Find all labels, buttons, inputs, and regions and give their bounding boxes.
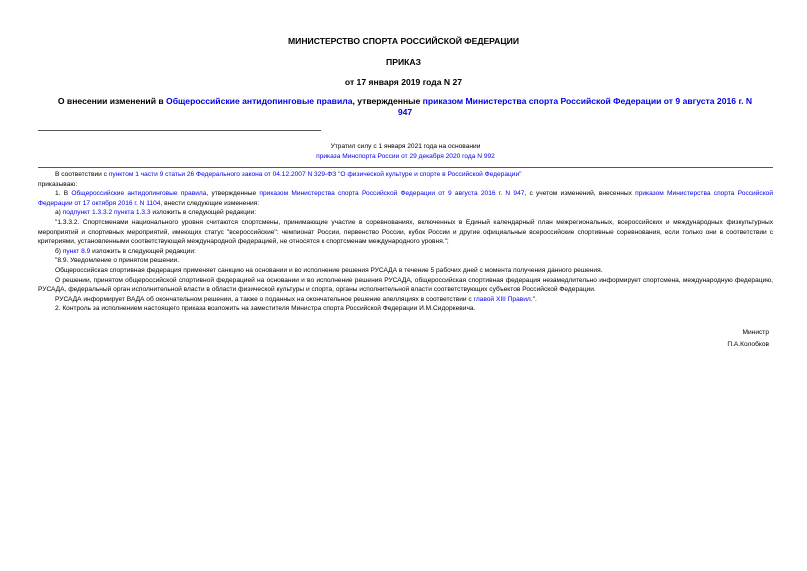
paragraph-wada: РУСАДА информирует ВАДА об окончательном решении, а также о поданных на окончательное решение апелляциях в соответствии с главой XIII Правил.". <box>55 295 537 303</box>
paragraph-subitem-a: а) подпункт 1.3.3.2 пункта 1.3.3 изложить в следующей редакции: <box>55 209 257 217</box>
document-body <box>38 170 773 314</box>
title-text-2: , утвержденные <box>352 96 423 106</box>
divider-short <box>38 130 321 131</box>
paragraph-quote-1332: "1.3.3.2. Спортсменами национального уровня считаются спортсмены, принимающие участие в соревнованиях, включенных в Единый календарный план межрегиональных, всероссийских и международных физкультурных мероприятий и спортивных мероприятий, имеющих статус "всероссийские": чемпионат России, первенство России, кубок России и другие официальные всероссийские спортивные соревнования, если только они в соответствии с критериями, установленными соответствующей международной федерацией, не относятся к спортсменам международного уровня."; <box>38 218 773 246</box>
ministry-heading: МИНИСТЕРСТВО СПОРТА РОССИЙСКОЙ ФЕДЕРАЦИИ <box>287 36 519 46</box>
title-link-rules[interactable]: Общероссийские антидопинговые правила <box>166 96 353 106</box>
link-point-89[interactable]: пункт 8.9 <box>62 247 91 255</box>
title-text-1: О внесении изменений в <box>57 96 167 106</box>
link-federal-law[interactable]: пунктом 1 части 9 статьи 26 Федерального закона от 04.12.2007 N 329-ФЗ "О физической культуре и спорте в Российской Федерации" <box>108 171 522 178</box>
validity-text: Утратил силу с 1 января 2021 года на основании <box>330 143 481 150</box>
paragraph-item-1: 1. В Общероссийские антидопинговые правила, утвержденные приказом Министерства спорта Российской Федерации от 9 августа 2016 г. N 947, с учетом изменений, внесенных приказом Министерства спорта Российской Федерации от 17 октября 2016 г. N 1104, внести следующие изменения: <box>38 190 774 207</box>
document-title <box>50 96 760 118</box>
paragraph-sanction: Общероссийская спортивная федерация применяет санкцию на основании и во исполнение решения РУСАДА в течение 5 рабочих дней с момента получения данного решения. <box>55 266 603 274</box>
link-order-947[interactable]: приказом Министерства спорта Российской Федерации от 9 августа 2016 г. N 947 <box>259 190 525 198</box>
link-antidoping-rules[interactable]: Общероссийские антидопинговые правила <box>71 190 207 198</box>
date-number-heading: от 17 января 2019 года N 27 <box>344 77 463 87</box>
validity-link[interactable]: приказа Минспорта России от 29 декабря 2020 года N 992 <box>316 153 495 160</box>
link-subpoint-1332[interactable]: подпункт 1.3.3.2 пункта 1.3.3 <box>62 209 151 217</box>
link-order-1104[interactable]: приказом Министерства спорта Российской Федерации от 17 октября 2016 г. N 1104 <box>38 190 774 207</box>
paragraph-subitem-b: б) пункт 8.9 изложить в следующей редакции: <box>55 247 196 255</box>
document-type-heading: ПРИКАЗ <box>386 57 421 67</box>
paragraph-legal-basis: В соответствии с пунктом 1 части 9 статьи 26 Федерального закона от 04.12.2007 N 329-ФЗ "О физической культуре и спорте в Российской Федерации" <box>55 171 522 178</box>
signature-block <box>727 327 769 351</box>
paragraph-item-2: 2. Контроль за исполнением настоящего приказа возложить на заместителя Министра спорта Российской Федерации И.М.Сидоркевича. <box>55 305 476 313</box>
validity-note <box>38 142 773 162</box>
link-chapter-xiii[interactable]: главой XIII Правил <box>473 295 531 303</box>
paragraph-order-word: приказываю: <box>38 180 78 188</box>
paragraph-quote-89: "8.9. Уведомление о принятом решении. <box>55 257 180 265</box>
signature-position: Министр <box>742 329 769 336</box>
signature-name: П.А.Колобков <box>727 341 769 348</box>
title-link-order[interactable]: приказом Министерства спорта Российской Федерации от 9 августа 2016 г. N 947 <box>397 96 753 117</box>
paragraph-notification: О решении, принятом общероссийской спортивной федерацией на основании и во исполнение решения РУСАДА, общероссийская спортивная федерация незамедлительно информирует спортсмена, международную федерацию, РУСАДА, федеральный орган исполнительной власти в области физической культуры и спорта, органы исполнительной власти соответствующих субъектов Российской Федерации. <box>38 276 773 294</box>
divider-full <box>38 167 773 168</box>
